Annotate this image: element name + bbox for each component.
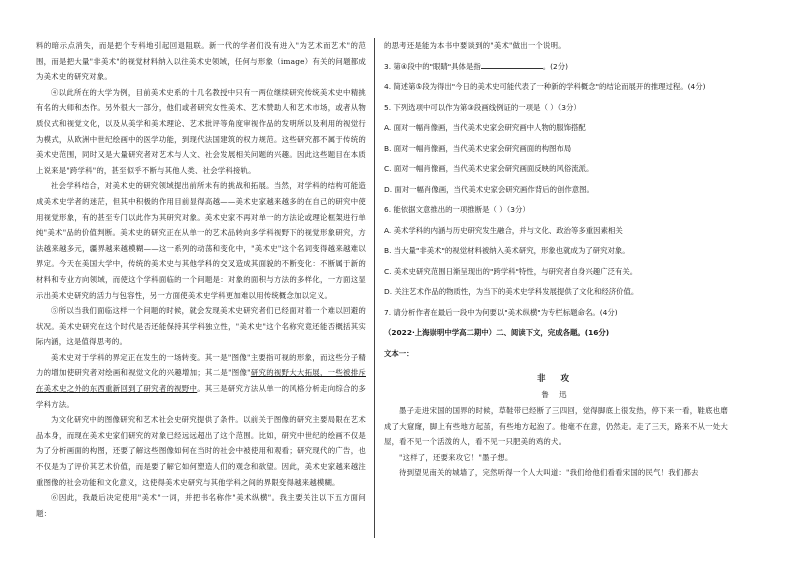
option-5a: A. 面对一幅肖像画，当代美术史家会研究画中人物的服饰搭配 [384,123,586,133]
passage-paragraph-5-b [36,350,366,412]
question-5: 5. 下列选项中可以作为第③段画线例证的一项是（ ）（3分） [384,102,581,112]
passage-paragraph-4: ④以此所在的大学为例，目前美术史系的十几名教授中只有一两位继续研究传统美术史中精挑有名的大师和杰作。另外很大一部分，他们或者研究女性美术、艺术赞助人和艺术市场，或者从物质仪式和视觉文化，以及从美学和美术理论、艺术批评等角度审视作品的发明所以及利用的视觉行为模式，从欧洲中世纪绘画中的医学功能，到现代法国建筑的权力规范。这些研究都不属于传统的美术史范围，同时又是大量研究者对艺术与人文、社会发展相关问题的兴趣。因此这些题目在本质上说来是"跨学科"的，甚至似乎不断与其他人类、社会学科接轨。 [36,87,366,175]
option-5c: C. 面对一幅肖像画，当代美术史家会研究画面反映的风俗流派。 [384,164,594,174]
question-3 [384,60,728,73]
right-column [384,38,728,562]
para-5-part-a: 美术史对于学科的界定正在发生的一场转变。其一是"图像"主要指可视的形象，而这些分子精力的增加使研究者对绘画和视觉文化的兴趣增加；其二是"图像" [36,352,366,378]
column-divider [374,38,375,538]
option-6d: D. 关注艺术作品的物质性，为当下的美术史学科发展提供了文化和经济价值。 [384,287,639,297]
question-6: 6. 能依据文意推出的一项推断是（ ）（3分） [384,205,530,215]
option-5b: B. 面对一幅肖像画，当代美术史家会研究画面的构图布局 [384,143,572,153]
option-6a: A. 美术学科的内涵与历史研究发生融合，并与文化、政治等多重因素相关 [384,225,623,235]
question-4: 4. 简述第⑤段为得出"今日的美术史可能代表了一种新的学科概念"的结论而展开的推理过程。(4分) [384,82,706,92]
section-heading: （2022·上海崇明中学高二期中）二、阅读下文，完成各题。(16分) [384,328,610,338]
story-paragraph-2: "这样了，还要来攻它！"墨子想。 [399,452,513,462]
question-3-score: 。(2分) [542,61,568,71]
story-paragraph-3: 待到望见南关的城墙了，完然听得一个人大叫道："我们给他们看看宋国的民气！我们都去 [399,468,699,478]
continued-text: 的思考还是能为本书中要谈到的"美术"做出一个说明。 [384,41,566,50]
passage-paragraph-6: ⑥因此，我最后决定使用"美术"一词，并把书名称作"美术纵横"。我主要关注以下五方面问题： [36,493,366,518]
text-one-label: 文本一： [384,349,414,359]
answer-blank[interactable] [481,61,543,69]
option-6c: C. 美术史研究范围日渐呈现出的"跨学科"特性，与研究者自身兴趣广泛有关。 [384,266,638,276]
story-author: 鲁 迅 [541,390,571,400]
passage-paragraph-5-c: 为文化研究中的图像研究和艺术社会史研究提供了条件。以前关于图像的研究主要局限在艺术品本身，而现在美术史家们研究的对象已经远远超出了这个范围。比如，研究中世纪的绘画不仅是为了分析画面的构图，还要了解这些图像如何在当时的社会中被使用和观看；研究现代的广告，也不仅是为了评价其艺术价值，而是要了解它如何塑造人们的观念和欲望。因此，美术史家越来越注重图像的社会功能和文化意义，这使得美术史研究与其他学科之间的界限变得越来越模糊。 [36,415,366,487]
option-5d: D. 面对一幅肖像画，当代美术史家会研究画作背后的创作意图。 [384,184,594,194]
para-5-part-c: 。其三是研究方法从单一的风格分析走向综合的多学科方法。 [36,384,366,409]
story-paragraph-1: 墨子走进宋国的国界的时候，草鞋带已经断了三四回，觉得脚底上很发热，停下来一看，鞋底也磨成了大窟窿，脚上有些地方起茧，有些地方起泡了。他毫不在意，仍然走。走了三天，路来不从一处大屋，看不见一个活泼的人，看不见一只肥美的鸡的犬。 [384,406,728,447]
story-title: 非 攻 [537,374,575,385]
option-6b: B. 当大量"非美术"的视觉材料被纳入美术研究，形象也就成为了研究对象。 [384,246,630,256]
passage-paragraph-1: 料的暗示点消失，而是把个专科地引起回退阻联。新一代的学者们没有进入"为艺术而艺术"的范围，而是把大量"非美术"的视觉材料纳入以往美术史领域，任何与形象（image）有关的问题都成为美术史的研究对象。 [36,41,366,82]
passage-paragraph-5: ⑤所以当我们面临这样一个问题的时候，就会发现美术史研究者们已经面对着一个难以回避的状况。美术史研究在这个时代是否还能保持其学科独立性，"美术史"这个名称究竟还能否概括其实际内涵，这是值得思考的。 [36,306,366,347]
passage-paragraph-4-cont: 社会学科结合，对美术史的研究领域提出前所未有的挑战和拓展。当然，对学科的结构可能造成美术史学者的迷茫，但其中积极的作用目前显得高越——美术史家越来越多的在自己的研究中使用视觉形象，有的甚至专门以此作为其研究对象。美术史家不再对单一的方法论或理论框架进行单纯"美术"品的价值判断。美术史的研究正在从单一的艺术品转向多学科视野下的视觉形象研究，方法越来越多元，疆界越来越模糊——这一系列的动荡和变化中，"美术史"这个名词变得越来越难以界定。今天在美国大学中，传统的美术史与其他学科的交叉造成其面貌的不断变化：不断属于新的材料和专业方向领域，而使这个学科面临的一个问题是：对象的面积与方法的多样化，一方面这显示出美术史研究的活力与包容性，另一方面使美术史学科更加难以用传统概念加以定义。 [36,181,366,300]
left-column [36,38,366,562]
question-7: 7. 请分析作者在最后一段中为何要以"美术纵横"为专栏标题命名。(4分) [384,307,618,317]
question-3-text: 3. 第④段中的"眼睛"具体是指 [384,61,481,71]
underlined-sentence: 研究的视野大大拓展，一些被排斥在美术史之外的东西重新回到了研究者的视野中 [36,368,366,394]
